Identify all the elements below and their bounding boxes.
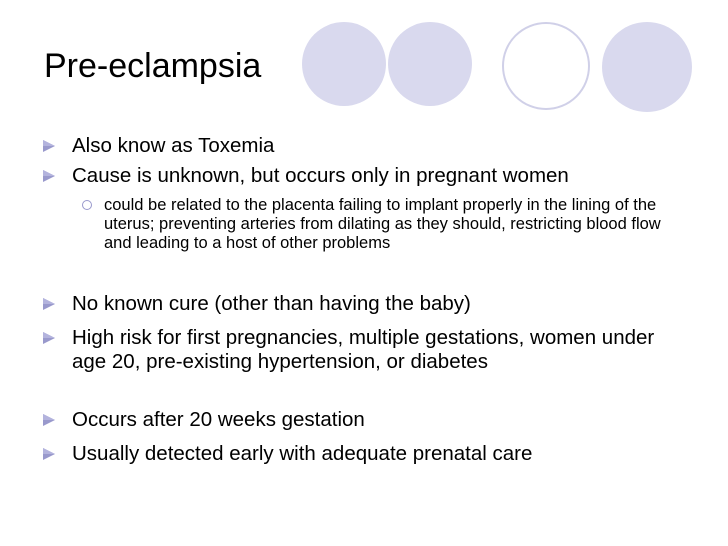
bullet-item [72,292,672,316]
bullet-triangle-icon [42,413,56,427]
bullet-item [72,164,672,188]
decorative-circle [302,22,386,106]
bullet-triangle-icon [42,331,56,345]
bullet-text: No known cure (other than having the baby) [72,292,471,315]
bullet-triangle-icon [42,139,56,153]
decorative-circle [388,22,472,106]
bullet-item [72,408,672,432]
decorative-circle-outline [502,22,590,110]
bullet-text: Occurs after 20 weeks gestation [72,408,365,431]
bullet-text: Also know as Toxemia [72,134,275,157]
bullet-item [72,442,672,466]
bullet-item [72,134,672,158]
bullet-text: Cause is unknown, but occurs only in pregnant women [72,164,569,187]
bullet-item [72,326,672,374]
sub-bullet-item [104,196,684,253]
bullet-triangle-icon [42,297,56,311]
bullet-text: Usually detected early with adequate prenatal care [72,442,533,465]
bullet-triangle-icon [42,447,56,461]
bullet-triangle-icon [42,169,56,183]
bullet-text: High risk for first pregnancies, multiple gestations, women under age 20, pre-existing hypertension, or diabetes [72,326,655,373]
bullet-ring-icon [82,200,92,210]
sub-bullet-text: could be related to the placenta failing to implant properly in the lining of the uterus; preventing arteries from dilating as they should, restricting blood flow and leading to a host of other problems [104,196,661,252]
slide-title: Pre-eclampsia [44,47,262,85]
decorative-circle [602,22,692,112]
